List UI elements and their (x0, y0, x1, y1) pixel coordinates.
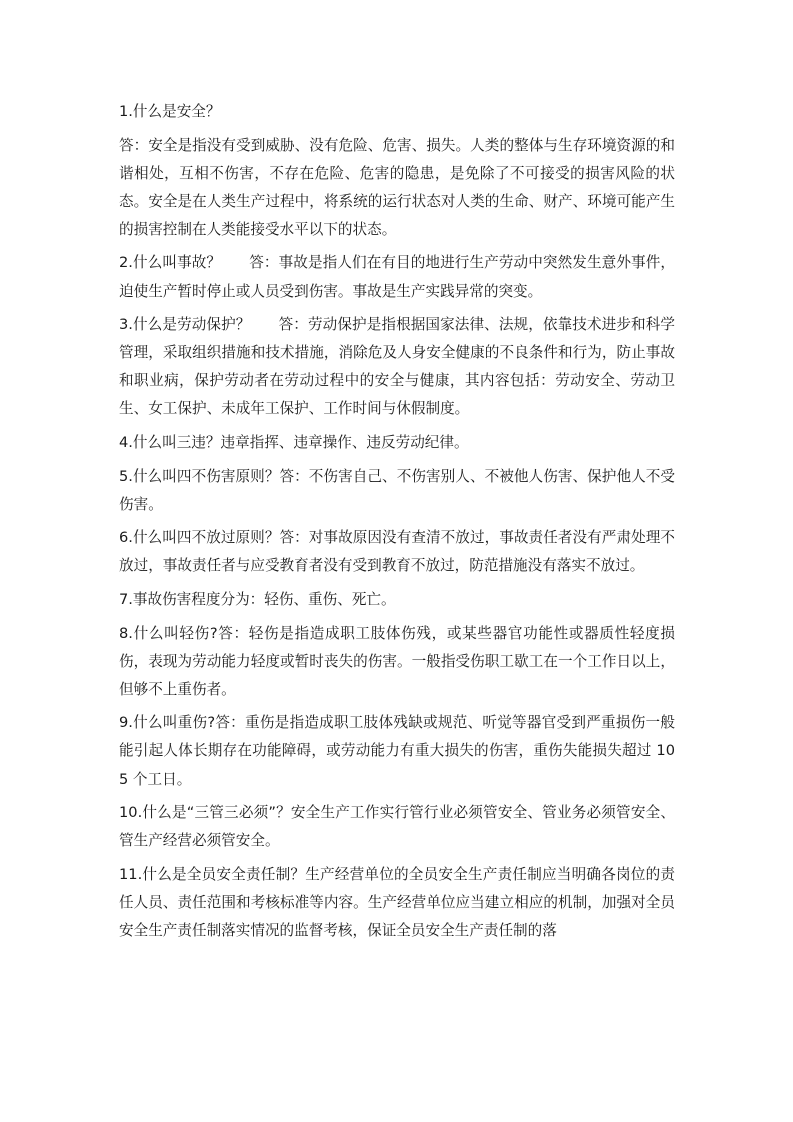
question-2: 2.什么叫事故？ (119, 254, 222, 272)
question-10: 10.什么是“三管三必须”？安全生产工作实行管行业必须管安全、管业务必须管安全、管生产经营必须管安全。 (119, 804, 675, 850)
paragraph-q11 (119, 861, 675, 945)
question-3: 3.什么是劳动保护？ (119, 316, 251, 334)
paragraph-q9 (119, 709, 675, 793)
question-7: 7.事故伤害程度分为：轻伤、重伤、死亡。 (119, 591, 396, 608)
paragraph-q7 (119, 586, 675, 614)
question-6: 6.什么叫四不放过原则？答：对事故原因没有查清不放过，事故责任者没有严肃处理不放过，事故责任者与应受教育者没有受到教育不放过，防范措施没有落实不放过。 (119, 529, 675, 575)
paragraph-q2 (119, 249, 675, 305)
paragraph-q5 (119, 463, 675, 519)
question-11: 11.什么是全员安全责任制？生产经营单位的全员安全生产责任制应当明确各岗位的责任人员、责任范围和考核标准等内容。生产经营单位应当建立相应的机制，加强对全员安全生产责任制落实情况的监督考核，保证全员安全生产责任制的落 (119, 865, 675, 940)
paragraph-a1 (119, 132, 675, 244)
question-5: 5.什么叫四不伤害原则？答：不伤害自己、不伤害别人、不被他人伤害、保护他人不受伤害。 (119, 467, 675, 513)
answer-1: 答：安全是指没有受到威胁、没有危险、危害、损失。人类的整体与生存环境资源的和谐相处，互相不伤害，不存在危险、危害的隐患，是免除了不可接受的损害风险的状态。安全是在人类生产过程中，将系统的运行状态对人类的生命、财产、环境可能产生的损害控制在人类能接受水平以下的状态。 (119, 136, 675, 238)
answer-3: 答：劳动保护是指根据国家法律、法规，依靠技术进步和科学管理，采取组织措施和技术措施，消除危及人身安全健康的不良条件和行为，防止事故和职业病，保护劳动者在劳动过程中的安全与健康，其内容包括：劳动安全、劳动卫生、女工保护、未成年工保护、工作时间与休假制度。 (119, 316, 675, 418)
document-body (119, 98, 675, 951)
question-4: 4.什么叫三违？违章指挥、违章操作、违反劳动纪律。 (119, 434, 469, 452)
paragraph-q8 (119, 620, 675, 704)
question-9: 9.什么叫重伤?答：重伤是指造成职工肢体残缺或规范、听觉等器官受到严重损伤一般能引起人体长期存在功能障碍，或劳动能力有重大损失的伤害，重伤失能损失超过 105 个工日。 (119, 714, 675, 788)
paragraph-q1 (119, 98, 675, 126)
paragraph-q6 (119, 524, 675, 580)
paragraph-q4 (119, 429, 675, 457)
question-8: 8.什么叫轻伤?答：轻伤是指造成职工肢体伤残，或某些器官功能性或器质性轻度损伤，表现为劳动能力轻度或暂时丧失的伤害。一般指受伤职工歇工在一个工作日以上，但够不上重伤者。 (119, 624, 675, 698)
answer-2: 答：事故是指人们在有目的地进行生产劳动中突然发生意外事件，迫使生产暂时停止或人员受到伤害。事故是生产实践异常的突变。 (119, 254, 675, 300)
paragraph-q3 (119, 311, 675, 423)
paragraph-q10 (119, 799, 675, 855)
question-1: 1.什么是安全？ (119, 103, 221, 120)
